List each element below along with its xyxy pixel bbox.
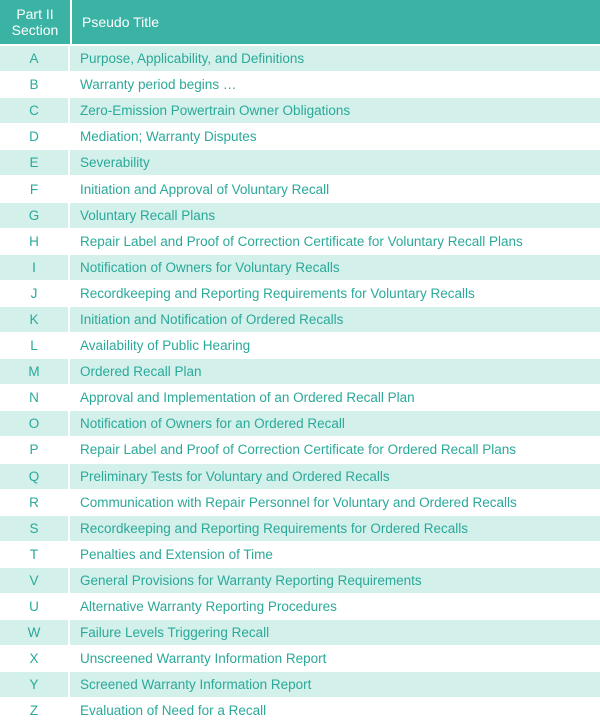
table-row: [0, 411, 600, 437]
section-title: Preliminary Tests for Voluntary and Ordered Recalls: [80, 468, 390, 484]
section-title: Recordkeeping and Reporting Requirements for Ordered Recalls: [80, 520, 468, 536]
section-title: Evaluation of Need for a Recall: [80, 703, 267, 719]
header-section-line2: Section: [11, 22, 59, 38]
section-letter: J: [0, 281, 70, 306]
section-title: Mediation; Warranty Disputes: [80, 129, 257, 145]
table-row: [0, 46, 600, 72]
section-title: Notification of Owners for an Ordered Recall: [80, 416, 345, 432]
section-letter: R: [0, 490, 70, 515]
section-letter: S: [0, 516, 70, 541]
table-row: [0, 490, 600, 516]
table-row: [0, 150, 600, 176]
section-letter: Y: [0, 672, 70, 697]
section-letter: G: [0, 203, 70, 228]
section-letter: M: [0, 359, 70, 384]
table-row: [0, 176, 600, 202]
section-title: Ordered Recall Plan: [80, 364, 202, 380]
section-title: Unscreened Warranty Information Report: [80, 651, 327, 667]
section-letter: A: [0, 46, 70, 71]
table-row: [0, 281, 600, 307]
section-letter: P: [0, 437, 70, 462]
header-title-column: Pseudo Title: [82, 14, 160, 30]
table-row: [0, 203, 600, 229]
section-title: Alternative Warranty Reporting Procedures: [80, 599, 337, 615]
table-row: [0, 516, 600, 542]
table-row: [0, 437, 600, 463]
section-letter: N: [0, 385, 70, 410]
section-letter: V: [0, 568, 70, 593]
section-title: General Provisions for Warranty Reporting Requirements: [80, 572, 422, 588]
table-row: [0, 672, 600, 698]
table-row: [0, 594, 600, 620]
section-letter: I: [0, 255, 70, 280]
section-title: Notification of Owners for Voluntary Recalls: [80, 259, 340, 275]
table-body: [0, 46, 600, 724]
section-letter: U: [0, 594, 70, 619]
section-title: Severability: [80, 155, 150, 171]
table-row: [0, 620, 600, 646]
table-row: [0, 98, 600, 124]
section-letter: L: [0, 333, 70, 358]
section-title: Screened Warranty Information Report: [80, 677, 312, 693]
header-section-column: [0, 0, 72, 44]
header-section-line1: Part II: [16, 6, 54, 22]
table-row: [0, 124, 600, 150]
section-letter: X: [0, 646, 70, 671]
section-letter: T: [0, 542, 70, 567]
section-letter: E: [0, 150, 70, 175]
table-row: [0, 385, 600, 411]
section-title: Recordkeeping and Reporting Requirements for Voluntary Recalls: [80, 285, 475, 301]
section-title: Repair Label and Proof of Correction Certificate for Ordered Recall Plans: [80, 442, 516, 458]
section-letter: F: [0, 176, 70, 201]
table-row: [0, 255, 600, 281]
table-row: [0, 72, 600, 98]
section-title: Failure Levels Triggering Recall: [80, 625, 270, 641]
table-row: [0, 568, 600, 594]
table-row: [0, 359, 600, 385]
table-row: [0, 229, 600, 255]
section-title: Approval and Implementation of an Ordered Recall Plan: [80, 390, 415, 406]
table-row: [0, 698, 600, 724]
section-title: Initiation and Notification of Ordered Recalls: [80, 311, 344, 327]
section-title: Voluntary Recall Plans: [80, 207, 216, 223]
section-title: Communication with Repair Personnel for Voluntary and Ordered Recalls: [80, 494, 517, 510]
table-row: [0, 333, 600, 359]
table-row: [0, 646, 600, 672]
table-header: [0, 0, 600, 46]
section-title: Warranty period begins …: [80, 77, 237, 93]
table-row: [0, 542, 600, 568]
table-row: [0, 307, 600, 333]
section-letter: O: [0, 411, 70, 436]
section-letter: B: [0, 72, 70, 97]
section-title: Zero-Emission Powertrain Owner Obligations: [80, 103, 351, 119]
section-title: Availability of Public Hearing: [80, 338, 251, 354]
section-title: Penalties and Extension of Time: [80, 546, 273, 562]
section-letter: Q: [0, 464, 70, 489]
section-title: Repair Label and Proof of Correction Certificate for Voluntary Recall Plans: [80, 233, 523, 249]
section-letter: Z: [0, 698, 70, 723]
section-letter: D: [0, 124, 70, 149]
section-title: Initiation and Approval of Voluntary Recall: [80, 181, 330, 197]
section-letter: W: [0, 620, 70, 645]
section-letter: C: [0, 98, 70, 123]
section-letter: H: [0, 229, 70, 254]
section-letter: K: [0, 307, 70, 332]
section-title: Purpose, Applicability, and Definitions: [80, 51, 305, 67]
table-row: [0, 464, 600, 490]
